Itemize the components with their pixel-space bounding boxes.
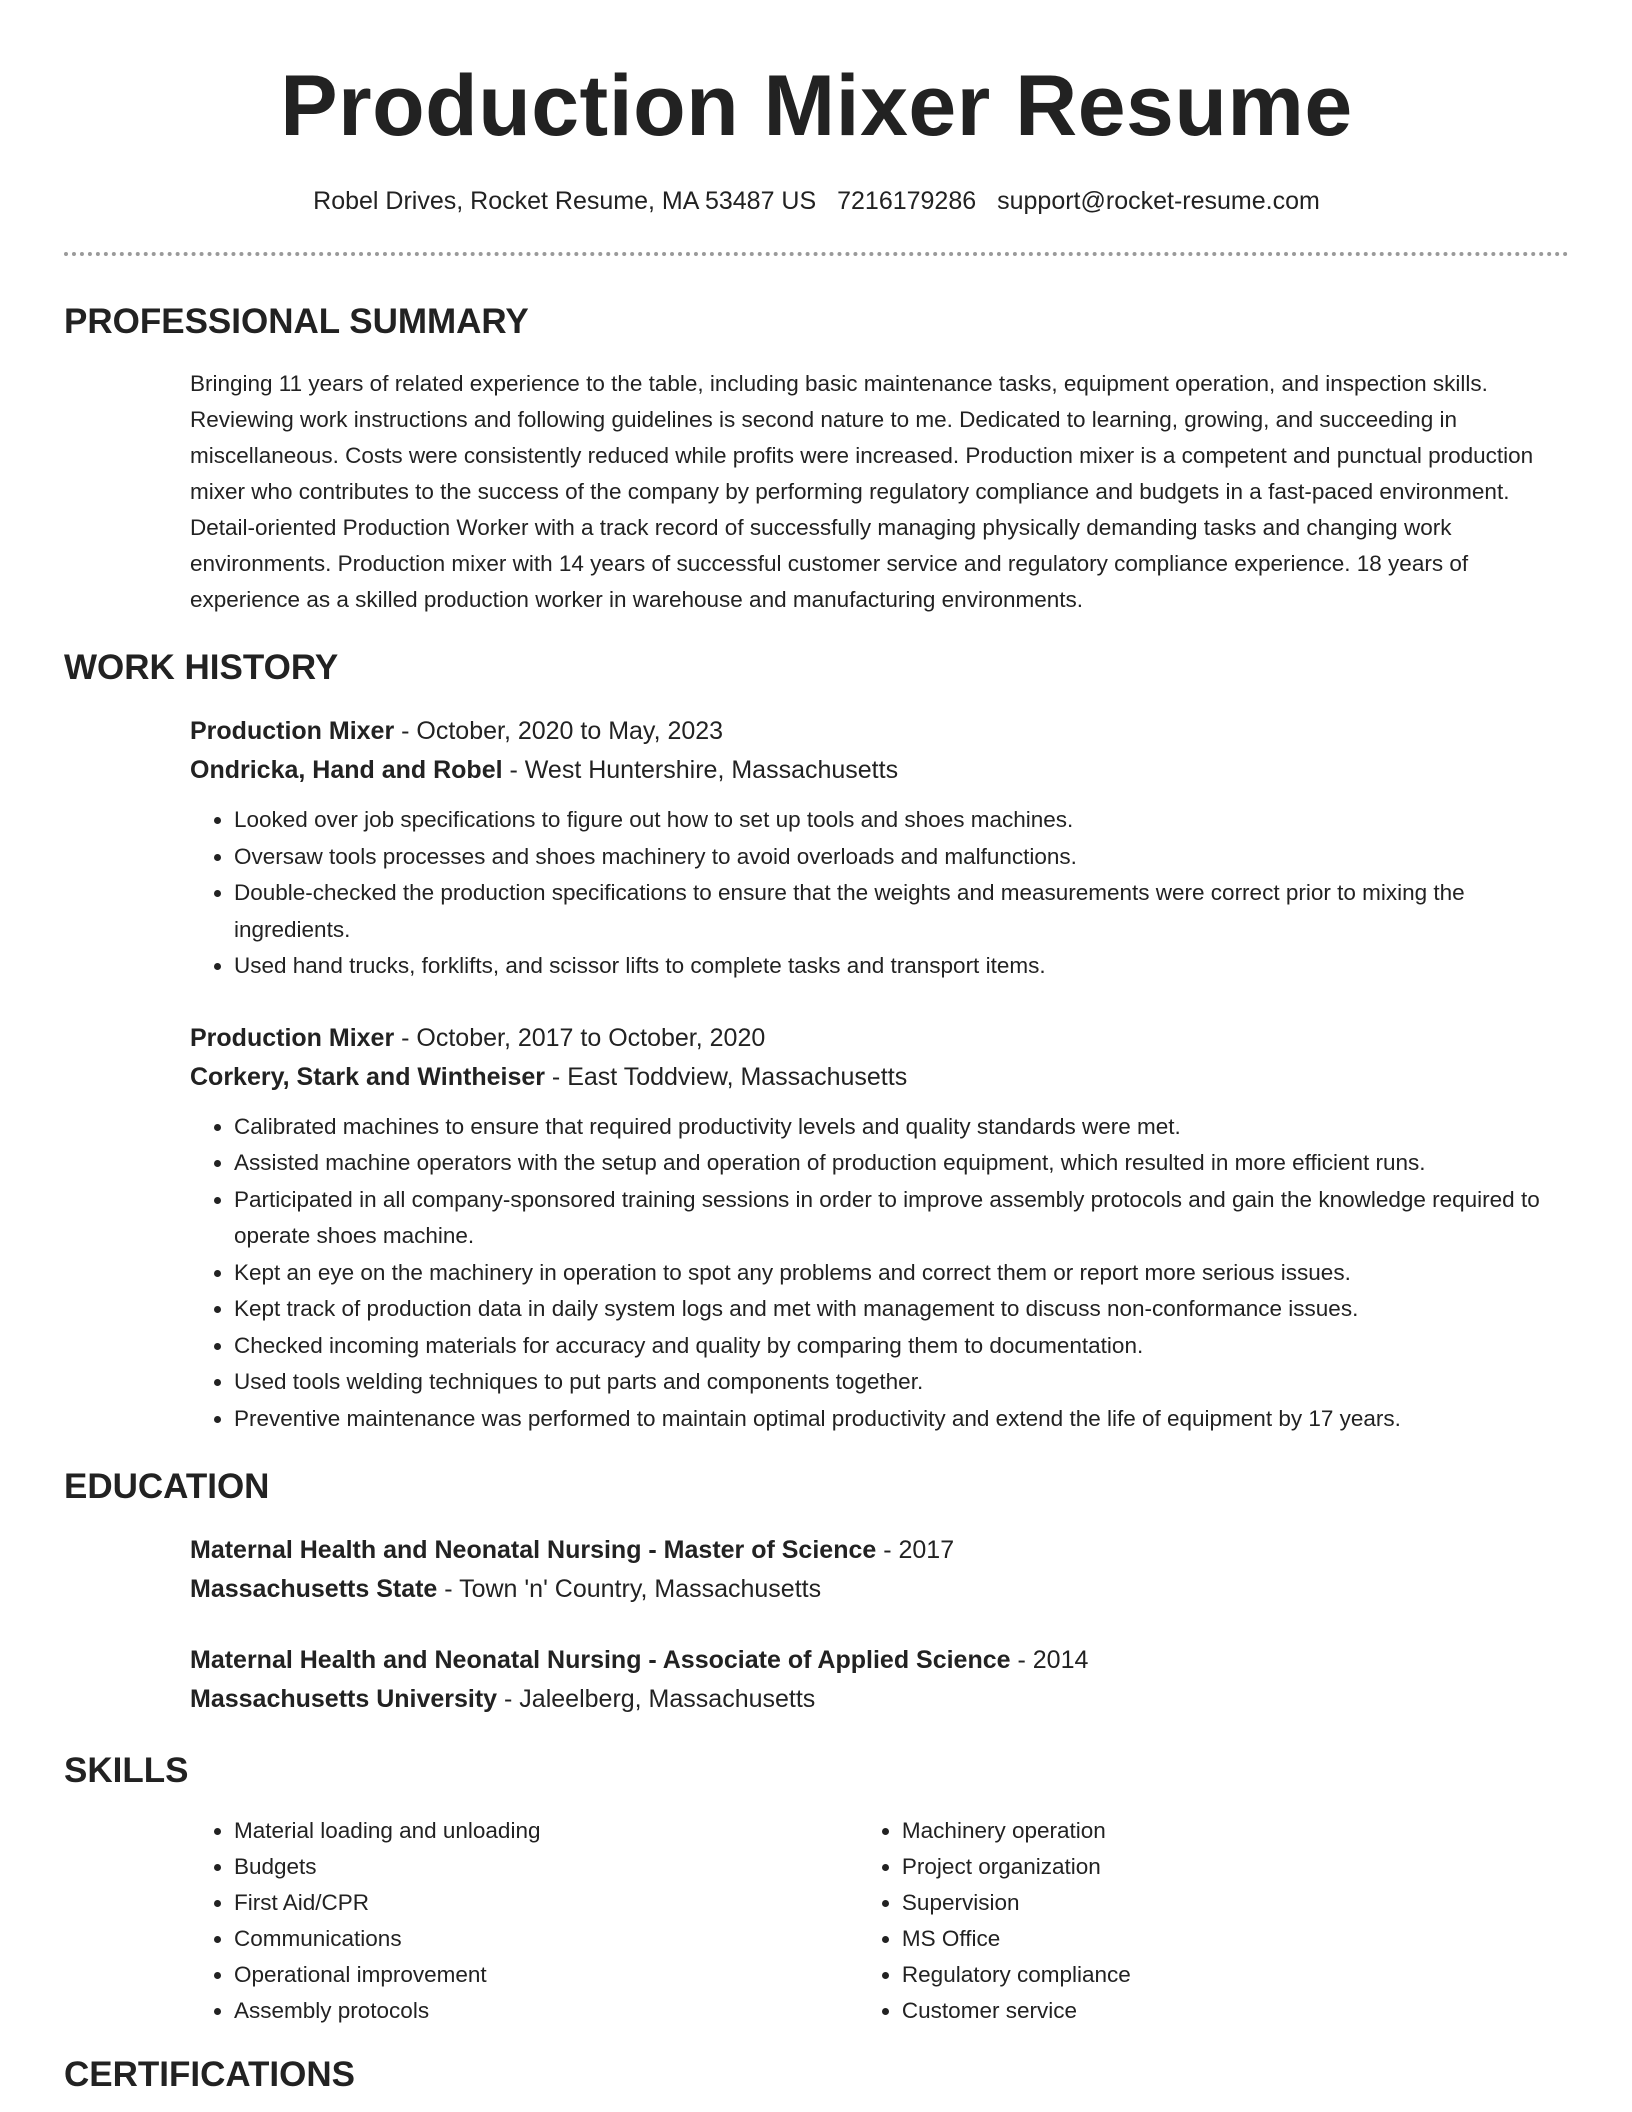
resume-title: Production Mixer Resume (280, 58, 1353, 154)
skill-item: • Assembly protocols (234, 1993, 858, 2029)
skill-item: • First Aid/CPR (234, 1885, 858, 1921)
degree: Maternal Health and Neonatal Nursing - Master of Science (190, 1536, 877, 1564)
list-item: • Assisted machine operators with the setup and operation of production equipment, which resulted in more efficient runs. (234, 1145, 1569, 1182)
skill-item: • Supervision (902, 1885, 1569, 1921)
skills-left-list (190, 1813, 858, 2029)
skill-item: • Material loading and unloading (234, 1813, 858, 1849)
job-entry (190, 712, 1569, 985)
job-title: Production Mixer (190, 717, 395, 745)
list-item: • Used hand trucks, forklifts, and scissor lifts to complete tasks and transport items. (234, 948, 1569, 985)
education-heading: EDUCATION (64, 1467, 270, 1506)
list-item: • Participated in all company-sponsored training sessions in order to improve assembly protocols and gain the knowledge required to operate shoes machine. (234, 1182, 1569, 1255)
job-dates: - October, 2017 to October, 2020 (394, 1023, 766, 1052)
job-title: Production Mixer (190, 1023, 395, 1052)
list-item: • Kept an eye on the machinery in operation to spot any problems and correct them or report more serious issues. (234, 1255, 1569, 1292)
header-divider (64, 252, 1569, 256)
school-line (190, 1680, 1569, 1719)
list-item: • Used tools welding techniques to put parts and components together. (234, 1364, 1569, 1401)
skill-item: • Project organization (902, 1849, 1569, 1885)
list-item: • Kept track of production data in daily system logs and met with management to discuss non-conformance issues. (234, 1291, 1569, 1328)
degree-year: - 2017 (876, 1536, 955, 1564)
contact-line (64, 184, 1569, 218)
degree-line (190, 1531, 1569, 1570)
skill-item: • Budgets (234, 1849, 858, 1885)
education-entry (190, 1531, 1569, 1609)
job-bullets (190, 1109, 1569, 1438)
degree-year: - 2014 (1010, 1646, 1089, 1674)
list-item: • Preventive maintenance was performed to maintain optimal productivity and extend the life of equipment by 17 years. (234, 1401, 1569, 1438)
job-company-line (190, 751, 1569, 790)
skills-heading: SKILLS (64, 1751, 189, 1790)
job-location: - East Toddview, Massachusetts (544, 1062, 908, 1091)
degree: Maternal Health and Neonatal Nursing - Associate of Applied Science (190, 1646, 1011, 1674)
school-location: - Jaleelberg, Massachusetts (497, 1685, 816, 1713)
contact-address: Robel Drives, Rocket Resume, MA 53487 US (313, 187, 817, 215)
skill-item: • Machinery operation (902, 1813, 1569, 1849)
skill-item: • Regulatory compliance (902, 1957, 1569, 1993)
list-item: • Looked over job specifications to figure out how to set up tools and shoes machines. (234, 802, 1569, 839)
certifications-heading: CERTIFICATIONS (64, 2055, 356, 2094)
list-item: • Calibrated machines to ensure that required productivity levels and quality standards were met. (234, 1109, 1569, 1146)
list-item: • Checked incoming materials for accuracy and quality by comparing them to documentation. (234, 1328, 1569, 1365)
job-entry (190, 1019, 1569, 1438)
school: Massachusetts State (190, 1575, 438, 1603)
skills-right-list (858, 1813, 1569, 2029)
job-title-line (190, 1019, 1569, 1058)
skills-columns (190, 1813, 1569, 2029)
summary-heading: PROFESSIONAL SUMMARY (64, 302, 529, 341)
list-item: • Oversaw tools processes and shoes machinery to avoid overloads and malfunctions. (234, 839, 1569, 876)
skill-item: • Operational improvement (234, 1957, 858, 1993)
skill-item: • MS Office (902, 1921, 1569, 1957)
education-entry (190, 1641, 1569, 1719)
job-title-line (190, 712, 1569, 751)
contact-email: support@rocket-resume.com (997, 187, 1320, 215)
job-bullets (190, 802, 1569, 985)
job-company: Ondricka, Hand and Robel (190, 756, 503, 784)
school-location: - Town 'n' Country, Massachusetts (437, 1575, 822, 1603)
summary-text: Bringing 11 years of related experience to the table, including basic maintenance tasks, equipment operation, and inspection skills. Reviewing work instructions and following guidelines is second nature to me. Dedicated to learning, growing, and succeeding in miscellaneous. Costs were consistently reduced while profits were increased. Production mixer is a competent and punctual production mixer who contributes to the success of the company by performing regulatory compliance and budgets in a fast-paced environment. Detail-oriented Production Worker with a track record of successfully managing physically demanding tasks and changing work environments. Production mixer with 14 years of successful customer service and regulatory compliance experience. 18 years of experience as a skilled production worker in warehouse and manufacturing environments. (190, 371, 1534, 612)
school-line (190, 1570, 1569, 1609)
list-item: • Double-checked the production specifications to ensure that the weights and measurements were correct prior to mixing the ingredients. (234, 875, 1569, 948)
skill-item: • Communications (234, 1921, 858, 1957)
resume-page (64, 0, 1569, 2097)
job-location: - West Huntershire, Massachusetts (502, 756, 899, 784)
job-company-line (190, 1058, 1569, 1097)
job-dates: - October, 2020 to May, 2023 (394, 717, 724, 745)
school: Massachusetts University (190, 1685, 498, 1713)
skill-item: • Customer service (902, 1993, 1569, 2029)
job-company: Corkery, Stark and Wintheiser (190, 1062, 545, 1091)
work-history-heading: WORK HISTORY (64, 648, 339, 687)
contact-phone: 7216179286 (837, 187, 977, 215)
degree-line (190, 1641, 1569, 1680)
